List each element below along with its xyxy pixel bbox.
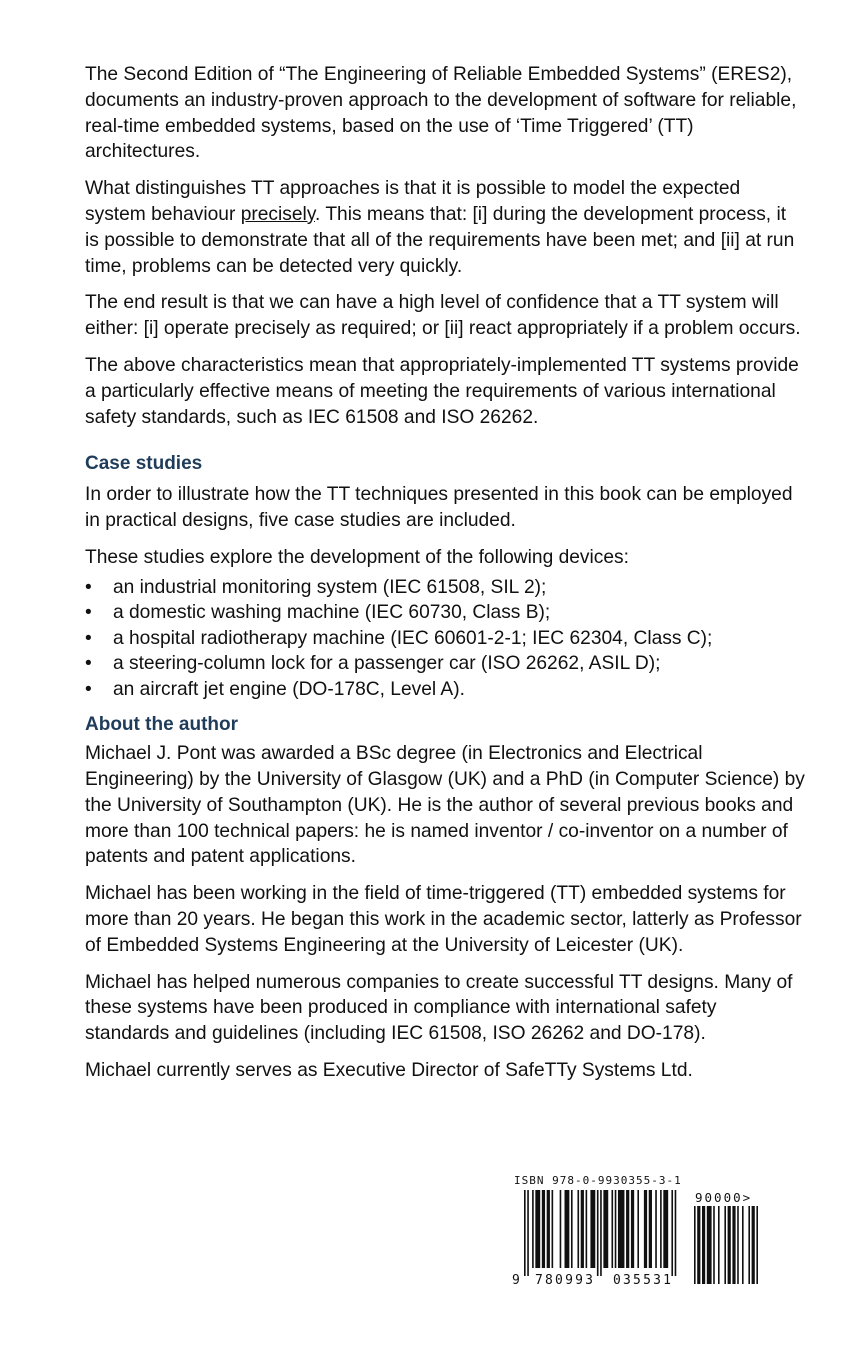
- barcode-bar: [547, 1190, 550, 1268]
- barcode-bar: [737, 1206, 739, 1284]
- barcode-bar: [671, 1190, 673, 1276]
- barcode-bar: [626, 1190, 629, 1268]
- barcode-bar: [618, 1190, 624, 1268]
- barcode-bar: [637, 1190, 639, 1268]
- barcode-bar: [600, 1190, 602, 1276]
- barcode-bar: [718, 1206, 720, 1284]
- barcode-bar: [631, 1190, 634, 1268]
- case-studies-paragraph-1: In order to illustrate how the TT techniques presented in this book can be employed in practical designs, five case studies are included.: [85, 484, 793, 532]
- barcode-bar: [655, 1190, 657, 1268]
- barcode-bar: [524, 1190, 526, 1276]
- barcode-bar: [565, 1190, 570, 1268]
- barcode-bar: [542, 1190, 545, 1268]
- barcode-bar: [560, 1190, 562, 1268]
- barcode-bar: [660, 1190, 662, 1268]
- about-paragraph-1: Michael J. Pont was awarded a BSc degree (in Electronics and Electrical Engineering) by the University of Glasgow (UK) and a PhD (in Computer Science) by the University of Southampton (UK). He is the author of several previous books and more than 100 technical papers: he is named inventor / co-inventor on a number of patents and patent applications.: [85, 743, 805, 868]
- about-author-heading: About the author: [85, 714, 239, 736]
- barcode-bar: [586, 1190, 588, 1268]
- barcode-bar: [615, 1190, 617, 1268]
- barcode-bar: [597, 1190, 599, 1276]
- barcode-bar: [702, 1206, 705, 1284]
- barcode-bar: [732, 1206, 735, 1284]
- barcode-bar: [603, 1190, 608, 1268]
- barcode-bar: [742, 1206, 744, 1284]
- intro-paragraph-2: [85, 176, 805, 279]
- case-studies-heading: Case studies: [85, 453, 203, 475]
- about-paragraph-2: Michael has been working in the field of time-triggered (TT) embedded systems for more than 20 years. He began this work in the academic sector, latterly as Professor of Embedded Systems Engineering at the University of Leicester (UK).: [85, 883, 802, 956]
- emphasis-precisely: precisely: [240, 203, 315, 225]
- case-studies-paragraph-2: These studies explore the development of the following devices:: [85, 546, 629, 568]
- case-studies-list: [85, 575, 805, 703]
- intro-paragraph-2-after: . This means that: [i] during the development process, it is possible to demonstrate that all of the requirements have been met; and [ii] at run time, problems can be detected very quickly.: [85, 203, 795, 277]
- barcode-bar: [694, 1206, 696, 1284]
- barcode-bar: [577, 1190, 579, 1268]
- isbn-label: ISBN 978-0-9930355-3-1: [514, 1174, 682, 1187]
- barcode-bar: [697, 1206, 700, 1284]
- barcode-digits-left: 780993: [535, 1273, 596, 1288]
- barcode-digit-first: 9: [512, 1273, 523, 1288]
- barcode-bar: [713, 1206, 715, 1284]
- intro-paragraph-4: The above characteristics mean that appropriately-implemented TT systems provide a particularly effective means of meeting the requirements of various international safety standards, such as IEC 61508 and ISO 26262.: [85, 354, 799, 428]
- list-item: • an aircraft jet engine (DO-178C, Level A).: [85, 677, 805, 703]
- barcode-bar: [649, 1190, 652, 1268]
- barcode-bar: [707, 1206, 712, 1284]
- barcode-bar: [752, 1206, 755, 1284]
- about-paragraph-3: Michael has helped numerous companies to create successful TT designs. Many of these systems have been produced in compliance with international safety standards and guidelines (including IEC 61508, ISO 26262 and DO-178).: [85, 971, 793, 1045]
- barcode-main-bars: [524, 1190, 690, 1276]
- intro-paragraph-2-before: What distinguishes TT approaches is that it is possible to model the expected system behaviour: [85, 178, 741, 225]
- isbn-barcode: [508, 1174, 793, 1294]
- barcode-bar: [527, 1190, 529, 1276]
- about-paragraph-4: Michael currently serves as Executive Director of SafeTTy Systems Ltd.: [85, 1060, 693, 1082]
- barcode-bar: [728, 1206, 731, 1284]
- barcode-bar: [748, 1206, 750, 1284]
- barcode-bar: [663, 1190, 668, 1268]
- barcode-bar: [581, 1190, 584, 1268]
- intro-paragraph-3: The end result is that we can have a high level of confidence that a TT system will either: [i] operate precisely as required; or [ii] react appropriately if a problem occurs.: [85, 292, 801, 340]
- barcode-bar: [644, 1190, 647, 1268]
- list-item: • a domestic washing machine (IEC 60730, Class B);: [85, 600, 805, 626]
- barcode-bar: [535, 1190, 540, 1268]
- barcode-bar: [590, 1190, 595, 1268]
- barcode-bar: [571, 1190, 573, 1268]
- list-item: • a hospital radiotherapy machine (IEC 60601-2-1; IEC 62304, Class C);: [85, 626, 805, 652]
- barcode-addon-bars: [694, 1206, 780, 1284]
- list-item: • an industrial monitoring system (IEC 61508, SIL 2);: [85, 575, 805, 601]
- list-item: • a steering-column lock for a passenger car (ISO 26262, ASIL D);: [85, 651, 805, 677]
- intro-paragraph-1: The Second Edition of “The Engineering of Reliable Embedded Systems” (ERES2), documents an industry-proven approach to the development of software for reliable, real-time embedded systems, based on the use of ‘Time Triggered’ (TT) architectures.: [85, 64, 797, 163]
- barcode-bar: [724, 1206, 726, 1284]
- barcode-bar: [532, 1190, 534, 1268]
- barcode-bar: [675, 1190, 677, 1276]
- back-cover-text: [85, 62, 805, 1095]
- barcode-digits-right: 035531: [613, 1273, 674, 1288]
- barcode-bar: [756, 1206, 758, 1284]
- barcode-bar: [611, 1190, 613, 1268]
- barcode-bar: [552, 1190, 554, 1268]
- price-addon-label: 90000>: [695, 1190, 753, 1205]
